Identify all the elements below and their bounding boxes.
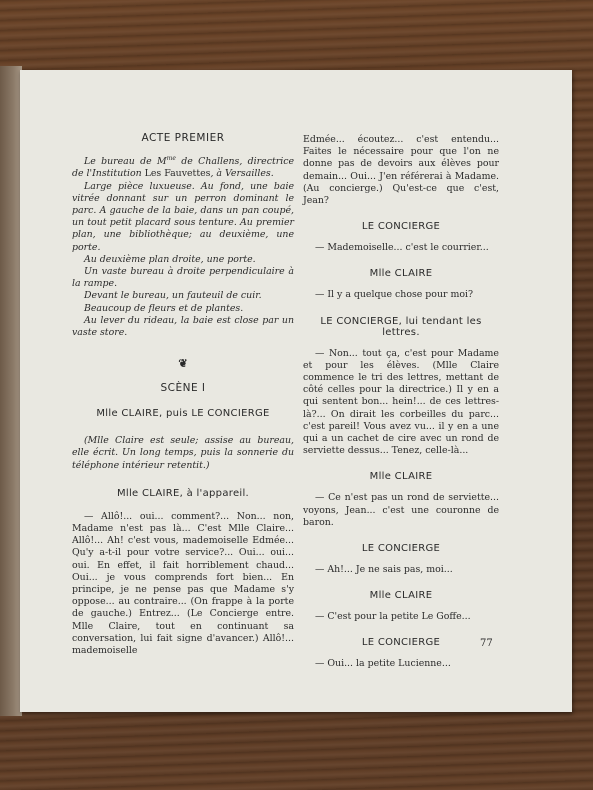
left-column: [72, 132, 294, 657]
scene-stage-direction: (Mlle Claire est seule; assise au bureau, elle écrit. Un long temps, puis la sonnerie du téléphone intérieur retentit.): [72, 435, 294, 471]
setting-line: Le bureau de $M^{me}$ de Challens, directrice de l'Institution Les Fauvettes, à Versailles.: [72, 155, 294, 180]
setting-line: Au deuxième plan droite, une porte.: [84, 253, 256, 265]
setting-line: Beaucoup de fleurs et de plantes.: [84, 302, 244, 314]
speech-text: — Non... tout ça, c'est pour Madame et pour les élèves. (Mlle Claire commence le tri des lettres, mettant de côté celles pour la directrice.) Il y en a qui sentent bon... hein!... de ces lettres-là?... On dirait les corbeilles du parc... c'est pareil! Vous avez vu... il y en a une qui a un cachet de cire avec un rond de serviette dessus... Tenez, celle-là...: [303, 347, 499, 457]
scene-characters: Mlle CLAIRE, puis LE CONCIERGE: [96, 408, 270, 420]
speech-text: — Oui... la petite Lucienne...: [315, 658, 451, 670]
speaker-claire-phone: Mlle CLAIRE, à l'appareil.: [116, 487, 250, 499]
speech-text: — C'est pour la petite Le Goffe...: [315, 611, 471, 623]
speaker-label: Mlle CLAIRE: [369, 590, 433, 602]
setting-line: Devant le bureau, un fauteuil de cuir.: [84, 290, 262, 302]
setting-line: Large pièce luxueuse. Au fond, une baie vitrée donnant sur un perron dominant le parc. A gauche de la baie, dans un pan coupé, un tout petit placard sous tenture. Au premier plan, une bibliothèque; au deuxième, une porte.: [72, 180, 294, 253]
speaker-label: LE CONCIERGE: [361, 221, 441, 233]
scene-title: SCÈNE I: [160, 382, 206, 395]
speech-text: — Mademoiselle... c'est le courrier...: [315, 242, 489, 254]
setting-line: Un vaste bureau à droite perpendiculaire à la rampe.: [72, 265, 294, 290]
speaker-label: Mlle CLAIRE: [369, 471, 433, 483]
book-spine: [0, 66, 22, 716]
speech-text: — Il y a quelque chose pour moi?: [315, 289, 474, 301]
claire-phone-speech: — Allô!... oui... comment?... Non... non, Madame n'est pas là... C'est Mlle Claire... Allô!... Ah! c'est vous, mademoiselle Edmée... Qu'y a-t-il pour votre service?... Oui... oui... oui. En effet, il fait horriblement chaud... Oui... je vous comprends fort bien... En principe, je ne pense pas que Madame s'y oppose... au contraire... (On frappe à la porte de gauche.) Entrez... (Le Concierge entre. Mlle Claire, tout en continuant sa conversation, lui fait signe d'avancer.) Allô!... mademoiselle: [72, 510, 294, 657]
speaker-label: LE CONCIERGE, lui tendant les lettres.: [320, 315, 482, 338]
speaker-label: LE CONCIERGE: [361, 637, 441, 649]
book-page: [20, 70, 572, 712]
ornament: ❦: [178, 357, 188, 371]
page-number: 77: [480, 638, 493, 649]
setting-line: Au lever du rideau, la baie est close par un vaste store.: [72, 314, 294, 338]
speaker-label: LE CONCIERGE: [361, 543, 441, 555]
act-title: ACTE PREMIER: [141, 132, 225, 144]
right-column: [303, 134, 499, 671]
claire-continuation: Edmée... écoutez... c'est entendu... Faites le nécessaire pour que l'on ne donne pas de devoirs aux élèves pour demain... Oui... J'en référerai à Madame. (Au concierge.) Qu'est-ce que c'est, Jean?: [303, 134, 499, 207]
speech-text: — Ce n'est pas un rond de serviette... voyons, Jean... c'est une couronne de baron.: [303, 492, 499, 528]
speaker-label: Mlle CLAIRE: [369, 268, 433, 280]
setting-description: [72, 153, 294, 339]
speech-text: — Ah!... Je ne sais pas, moi...: [315, 564, 453, 576]
